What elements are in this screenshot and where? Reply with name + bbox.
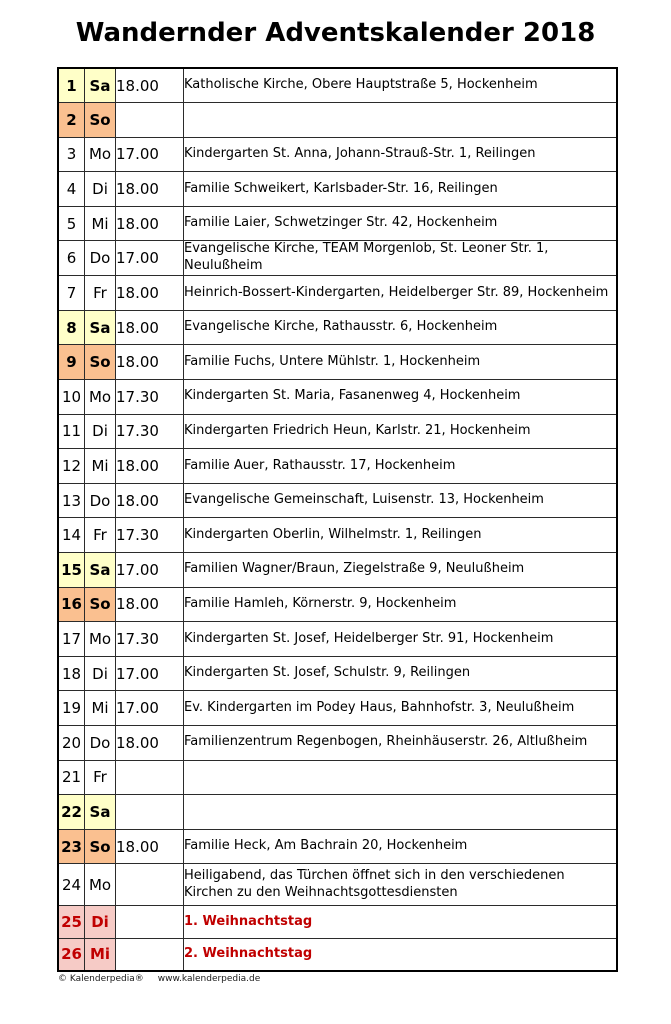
table-row	[58, 829, 617, 864]
day-number-cell: 7	[58, 276, 85, 311]
day-number-cell: 23	[58, 829, 85, 864]
day-number-cell: 16	[58, 587, 85, 622]
time-cell: 17.00	[116, 137, 184, 172]
day-number-cell: 14	[58, 518, 85, 553]
day-number-cell: 11	[58, 414, 85, 449]
time-cell: 17.30	[116, 518, 184, 553]
time-cell: 18.00	[116, 449, 184, 484]
time-cell: 18.00	[116, 587, 184, 622]
day-number-cell: 20	[58, 725, 85, 760]
weekday-cell: So	[85, 587, 116, 622]
event-cell: Evangelische Gemeinschaft, Luisenstr. 13, Hockenheim	[184, 483, 618, 518]
weekday-cell: Mo	[85, 137, 116, 172]
weekday-cell: Sa	[85, 68, 116, 103]
weekday-cell: So	[85, 829, 116, 864]
table-row	[58, 414, 617, 449]
weekday-cell: Mi	[85, 938, 116, 970]
weekday-cell: Fr	[85, 276, 116, 311]
table-row	[58, 760, 617, 795]
time-cell: 17.00	[116, 691, 184, 726]
footer-website: www.kalenderpedia.de	[157, 974, 261, 984]
event-cell: Kindergarten Oberlin, Wilhelmstr. 1, Reilingen	[184, 518, 618, 553]
time-cell: 18.00	[116, 345, 184, 380]
table-row	[58, 906, 617, 938]
table-row	[58, 380, 617, 415]
weekday-cell: Mi	[85, 449, 116, 484]
weekday-cell: Sa	[85, 553, 116, 588]
table-row	[58, 449, 617, 484]
advent-calendar-table	[57, 67, 618, 972]
table-row	[58, 518, 617, 553]
day-number-cell: 26	[58, 938, 85, 970]
table-row	[58, 276, 617, 311]
table-row	[58, 587, 617, 622]
weekday-cell: Sa	[85, 310, 116, 345]
event-cell	[184, 760, 618, 795]
event-cell: Familie Hamleh, Körnerstr. 9, Hockenheim	[184, 587, 618, 622]
time-cell: 18.00	[116, 310, 184, 345]
weekday-cell: Mo	[85, 864, 116, 906]
weekday-cell: So	[85, 103, 116, 138]
event-cell: Evangelische Kirche, Rathausstr. 6, Hockenheim	[184, 310, 618, 345]
table-row	[58, 172, 617, 207]
table-row	[58, 137, 617, 172]
weekday-cell: Di	[85, 656, 116, 691]
time-cell: 17.00	[116, 553, 184, 588]
table-row	[58, 938, 617, 970]
time-cell: 18.00	[116, 206, 184, 241]
event-cell: Kindergarten St. Anna, Johann-Strauß-Str. 1, Reilingen	[184, 137, 618, 172]
day-number-cell: 3	[58, 137, 85, 172]
weekday-cell: Mi	[85, 691, 116, 726]
day-number-cell: 10	[58, 380, 85, 415]
event-cell: Ev. Kindergarten im Podey Haus, Bahnhofstr. 3, Neulußheim	[184, 691, 618, 726]
table-row	[58, 345, 617, 380]
time-cell: 17.30	[116, 380, 184, 415]
table-row	[58, 553, 617, 588]
weekday-cell: Di	[85, 172, 116, 207]
event-cell: Kindergarten St. Josef, Schulstr. 9, Reilingen	[184, 656, 618, 691]
weekday-cell: Do	[85, 241, 116, 276]
time-cell	[116, 906, 184, 938]
event-cell: Heiligabend, das Türchen öffnet sich in den verschiedenen Kirchen zu den Weihnachtsgottesdiensten	[184, 864, 618, 906]
table-row	[58, 691, 617, 726]
time-cell: 17.00	[116, 241, 184, 276]
weekday-cell: Di	[85, 906, 116, 938]
table-row	[58, 68, 617, 103]
event-cell: Kindergarten Friedrich Heun, Karlstr. 21, Hockenheim	[184, 414, 618, 449]
event-cell: Kindergarten St. Maria, Fasanenweg 4, Hockenheim	[184, 380, 618, 415]
table-row	[58, 241, 617, 276]
table-row	[58, 206, 617, 241]
page-title: Wandernder Adventskalender 2018	[75, 18, 596, 48]
day-number-cell: 2	[58, 103, 85, 138]
time-cell	[116, 760, 184, 795]
weekday-cell: Fr	[85, 760, 116, 795]
event-cell: Familie Schweikert, Karlsbader-Str. 16, Reilingen	[184, 172, 618, 207]
day-number-cell: 1	[58, 68, 85, 103]
event-cell: Katholische Kirche, Obere Hauptstraße 5, Hockenheim	[184, 68, 618, 103]
day-number-cell: 25	[58, 906, 85, 938]
event-cell	[184, 103, 618, 138]
day-number-cell: 22	[58, 795, 85, 830]
time-cell	[116, 103, 184, 138]
day-number-cell: 18	[58, 656, 85, 691]
weekday-cell: Mo	[85, 622, 116, 657]
day-number-cell: 15	[58, 553, 85, 588]
time-cell: 18.00	[116, 276, 184, 311]
time-cell: 18.00	[116, 172, 184, 207]
day-number-cell: 19	[58, 691, 85, 726]
weekday-cell: Di	[85, 414, 116, 449]
table-row	[58, 725, 617, 760]
day-number-cell: 24	[58, 864, 85, 906]
weekday-cell: Sa	[85, 795, 116, 830]
calendar-table-body	[58, 68, 617, 971]
table-row	[58, 795, 617, 830]
weekday-cell: Mo	[85, 380, 116, 415]
event-cell: Familienzentrum Regenbogen, Rheinhäuserstr. 26, Altlußheim	[184, 725, 618, 760]
weekday-cell: Mi	[85, 206, 116, 241]
footer-copyright: © Kalenderpedia®	[58, 974, 144, 984]
time-cell: 17.30	[116, 622, 184, 657]
day-number-cell: 13	[58, 483, 85, 518]
event-cell: Kindergarten St. Josef, Heidelberger Str. 91, Hockenheim	[184, 622, 618, 657]
table-row	[58, 483, 617, 518]
event-cell: Familie Auer, Rathausstr. 17, Hockenheim	[184, 449, 618, 484]
time-cell	[116, 795, 184, 830]
event-cell: Heinrich-Bossert-Kindergarten, Heidelberger Str. 89, Hockenheim	[184, 276, 618, 311]
table-row	[58, 622, 617, 657]
event-cell: Familie Fuchs, Untere Mühlstr. 1, Hockenheim	[184, 345, 618, 380]
footer	[58, 974, 260, 984]
time-cell: 18.00	[116, 829, 184, 864]
weekday-cell: Fr	[85, 518, 116, 553]
time-cell: 17.30	[116, 414, 184, 449]
day-number-cell: 6	[58, 241, 85, 276]
table-row	[58, 310, 617, 345]
event-cell: 2. Weihnachtstag	[184, 938, 618, 970]
event-cell: Evangelische Kirche, TEAM Morgenlob, St. Leoner Str. 1, Neulußheim	[184, 241, 618, 276]
day-number-cell: 12	[58, 449, 85, 484]
time-cell: 17.00	[116, 656, 184, 691]
time-cell: 18.00	[116, 483, 184, 518]
table-row	[58, 103, 617, 138]
day-number-cell: 4	[58, 172, 85, 207]
event-cell: Familien Wagner/Braun, Ziegelstraße 9, Neulußheim	[184, 553, 618, 588]
table-row	[58, 864, 617, 906]
weekday-cell: Do	[85, 483, 116, 518]
weekday-cell: Do	[85, 725, 116, 760]
time-cell	[116, 864, 184, 906]
day-number-cell: 5	[58, 206, 85, 241]
time-cell: 18.00	[116, 725, 184, 760]
table-row	[58, 656, 617, 691]
day-number-cell: 17	[58, 622, 85, 657]
day-number-cell: 8	[58, 310, 85, 345]
event-cell	[184, 795, 618, 830]
time-cell: 18.00	[116, 68, 184, 103]
day-number-cell: 21	[58, 760, 85, 795]
weekday-cell: So	[85, 345, 116, 380]
day-number-cell: 9	[58, 345, 85, 380]
event-cell: Familie Heck, Am Bachrain 20, Hockenheim	[184, 829, 618, 864]
event-cell: 1. Weihnachtstag	[184, 906, 618, 938]
event-cell: Familie Laier, Schwetzinger Str. 42, Hockenheim	[184, 206, 618, 241]
time-cell	[116, 938, 184, 970]
